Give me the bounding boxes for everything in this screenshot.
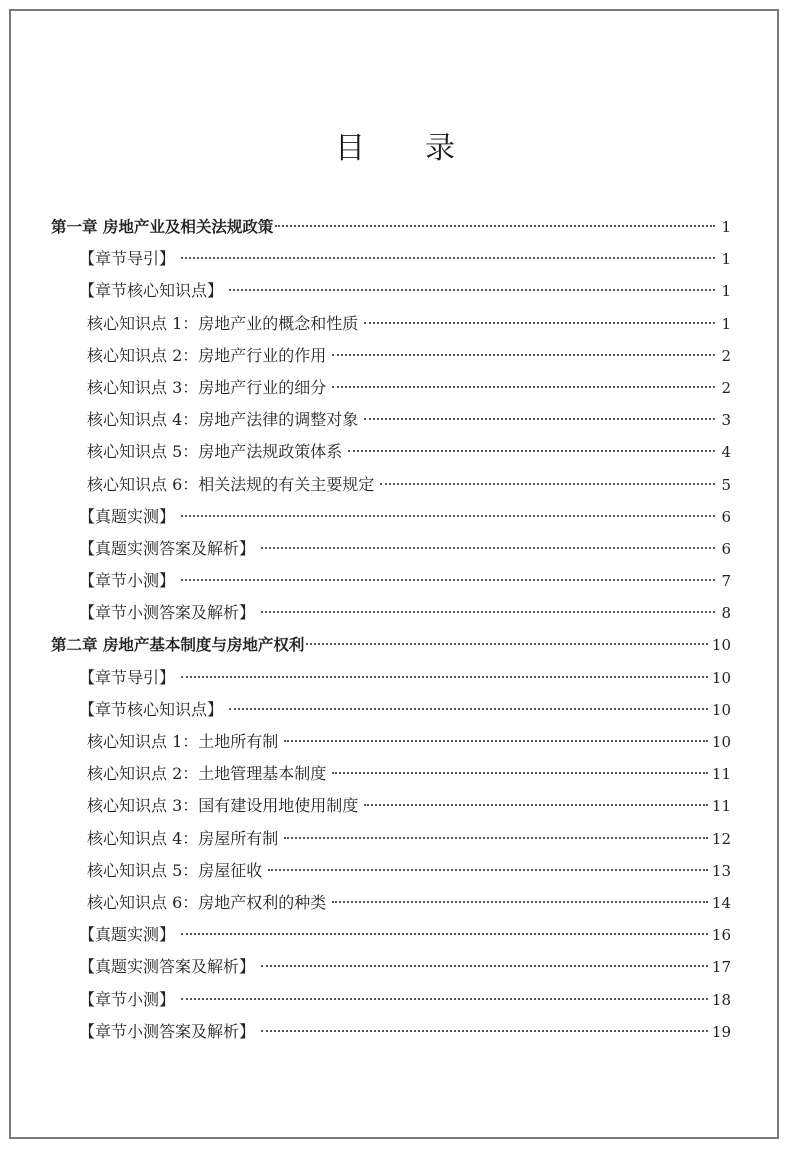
toc-entry-page-number: 2: [721, 346, 731, 365]
toc-entry-point[interactable]: [51, 340, 731, 372]
toc-entry-section[interactable]: [51, 565, 731, 597]
toc-entry-page-number: 4: [721, 443, 731, 462]
toc-entry-page-number: 6: [721, 539, 731, 558]
toc-entry-label: 核心知识点 4：房地产法律的调整对象: [87, 410, 359, 430]
toc-entry-section[interactable]: [51, 919, 731, 951]
toc-entry-label: 【真题实测答案及解析】: [79, 538, 256, 558]
dot-leader: [380, 483, 715, 485]
dot-leader: [332, 901, 708, 903]
dot-leader: [181, 998, 708, 1000]
toc-entry-page-number: 11: [711, 797, 731, 816]
dot-leader: [261, 611, 715, 613]
dot-leader: [275, 225, 715, 227]
toc-entry-page-number: 1: [721, 218, 731, 236]
toc-entry-label: 第二章 房地产基本制度与房地产权利: [51, 636, 305, 655]
toc-entry-section[interactable]: [51, 501, 731, 533]
dot-leader: [268, 869, 708, 871]
toc-entry-page-number: 10: [711, 733, 731, 751]
dot-leader: [348, 450, 715, 452]
toc-entry-section[interactable]: [51, 533, 731, 565]
toc-entry-label: 核心知识点 5：房屋征收: [87, 860, 263, 880]
toc-entry-page-number: 2: [721, 378, 731, 397]
dot-leader: [332, 354, 715, 356]
toc-entry-label: 核心知识点 6：相关法规的有关主要规定: [87, 474, 375, 494]
toc-entry-label: 【章节小测】: [79, 989, 176, 1009]
toc-entry-point[interactable]: [51, 855, 731, 887]
dot-leader: [181, 676, 708, 678]
toc-entry-page-number: 5: [721, 475, 731, 494]
toc-entry-chapter[interactable]: [51, 211, 731, 243]
toc-entry-label: 核心知识点 2：土地管理基本制度: [87, 764, 327, 784]
toc-entry-page-number: 1: [721, 250, 731, 269]
toc-entry-label: 核心知识点 6：房地产权利的种类: [87, 892, 327, 912]
toc-entry-page-number: 17: [711, 958, 731, 977]
toc-entry-page-number: 19: [711, 1022, 731, 1041]
dot-leader: [181, 933, 708, 935]
toc-entry-label: 【章节小测答案及解析】: [79, 1021, 256, 1041]
toc-entry-label: 核心知识点 3：房地产行业的细分: [87, 377, 327, 397]
toc-entry-point[interactable]: [51, 726, 731, 758]
dot-leader: [261, 1030, 708, 1032]
toc-entry-section[interactable]: [51, 1016, 731, 1048]
toc-entry-page-number: 1: [721, 314, 731, 333]
toc-entry-label: 第一章 房地产业及相关法规政策: [51, 218, 274, 236]
toc-entry-section[interactable]: [51, 597, 731, 629]
toc-entry-label: 核心知识点 1：土地所有制: [87, 732, 279, 751]
dot-leader: [181, 579, 715, 581]
document-page: [9, 9, 779, 1139]
toc-entry-point[interactable]: [51, 758, 731, 790]
toc-entry-label: 【真题实测答案及解析】: [79, 957, 256, 977]
toc-entry-page-number: 18: [711, 990, 731, 1009]
toc-entry-chapter[interactable]: [51, 629, 731, 661]
dot-leader: [229, 708, 708, 710]
title-char-2: 录: [425, 131, 457, 166]
dot-leader: [332, 386, 715, 388]
table-of-contents: [51, 211, 731, 1048]
toc-entry-label: 【章节导引】: [79, 667, 176, 687]
toc-entry-point[interactable]: [51, 469, 731, 501]
toc-entry-page-number: 7: [721, 572, 731, 591]
toc-entry-label: 【章节核心知识点】: [79, 281, 224, 301]
toc-entry-label: 【章节导引】: [79, 249, 176, 269]
toc-entry-page-number: 3: [721, 411, 731, 430]
toc-entry-section[interactable]: [51, 243, 731, 275]
toc-entry-section[interactable]: [51, 951, 731, 983]
toc-entry-page-number: 12: [711, 829, 731, 848]
title-char-1: 目: [335, 131, 367, 166]
dot-leader: [332, 772, 708, 774]
dot-leader: [261, 965, 708, 967]
dot-leader: [306, 643, 708, 645]
toc-entry-point[interactable]: [51, 436, 731, 468]
toc-entry-page-number: 16: [711, 926, 731, 945]
toc-entry-page-number: 14: [711, 893, 731, 912]
dot-leader: [284, 837, 708, 839]
dot-leader: [364, 804, 708, 806]
dot-leader: [284, 740, 708, 742]
dot-leader: [181, 515, 715, 517]
toc-entry-section[interactable]: [51, 984, 731, 1016]
toc-entry-page-number: 10: [711, 700, 731, 719]
toc-entry-section[interactable]: [51, 662, 731, 694]
dot-leader: [229, 289, 715, 291]
toc-entry-point[interactable]: [51, 404, 731, 436]
dot-leader: [181, 257, 715, 259]
toc-entry-page-number: 11: [711, 765, 731, 784]
toc-entry-page-number: 6: [721, 507, 731, 526]
toc-entry-point[interactable]: [51, 372, 731, 404]
toc-entry-label: 核心知识点 3：国有建设用地使用制度: [87, 796, 359, 816]
toc-entry-page-number: 10: [711, 636, 731, 655]
toc-entry-page-number: 1: [721, 282, 731, 301]
toc-entry-label: 核心知识点 5：房地产法规政策体系: [87, 442, 343, 462]
toc-entry-label: 【章节小测答案及解析】: [79, 603, 256, 623]
toc-entry-page-number: 13: [711, 861, 731, 880]
toc-entry-point[interactable]: [51, 308, 731, 340]
toc-entry-label: 核心知识点 1：房地产业的概念和性质: [87, 313, 359, 333]
toc-entry-page-number: 10: [711, 668, 731, 687]
toc-entry-point[interactable]: [51, 790, 731, 822]
toc-entry-label: 【章节核心知识点】: [79, 699, 224, 719]
toc-entry-label: 【章节小测】: [79, 571, 176, 591]
toc-entry-label: 核心知识点 2：房地产行业的作用: [87, 345, 327, 365]
toc-entry-label: 【真题实测】: [79, 506, 176, 526]
toc-entry-label: 核心知识点 4：房屋所有制: [87, 828, 279, 848]
toc-entry-label: 【真题实测】: [79, 925, 176, 945]
toc-entry-section[interactable]: [51, 275, 731, 307]
toc-entry-page-number: 8: [721, 604, 731, 623]
toc-entry-point[interactable]: [51, 823, 731, 855]
toc-entry-point[interactable]: [51, 887, 731, 919]
dot-leader: [364, 322, 715, 324]
toc-entry-section[interactable]: [51, 694, 731, 726]
dot-leader: [261, 547, 715, 549]
dot-leader: [364, 418, 715, 420]
page-title: [11, 123, 781, 167]
